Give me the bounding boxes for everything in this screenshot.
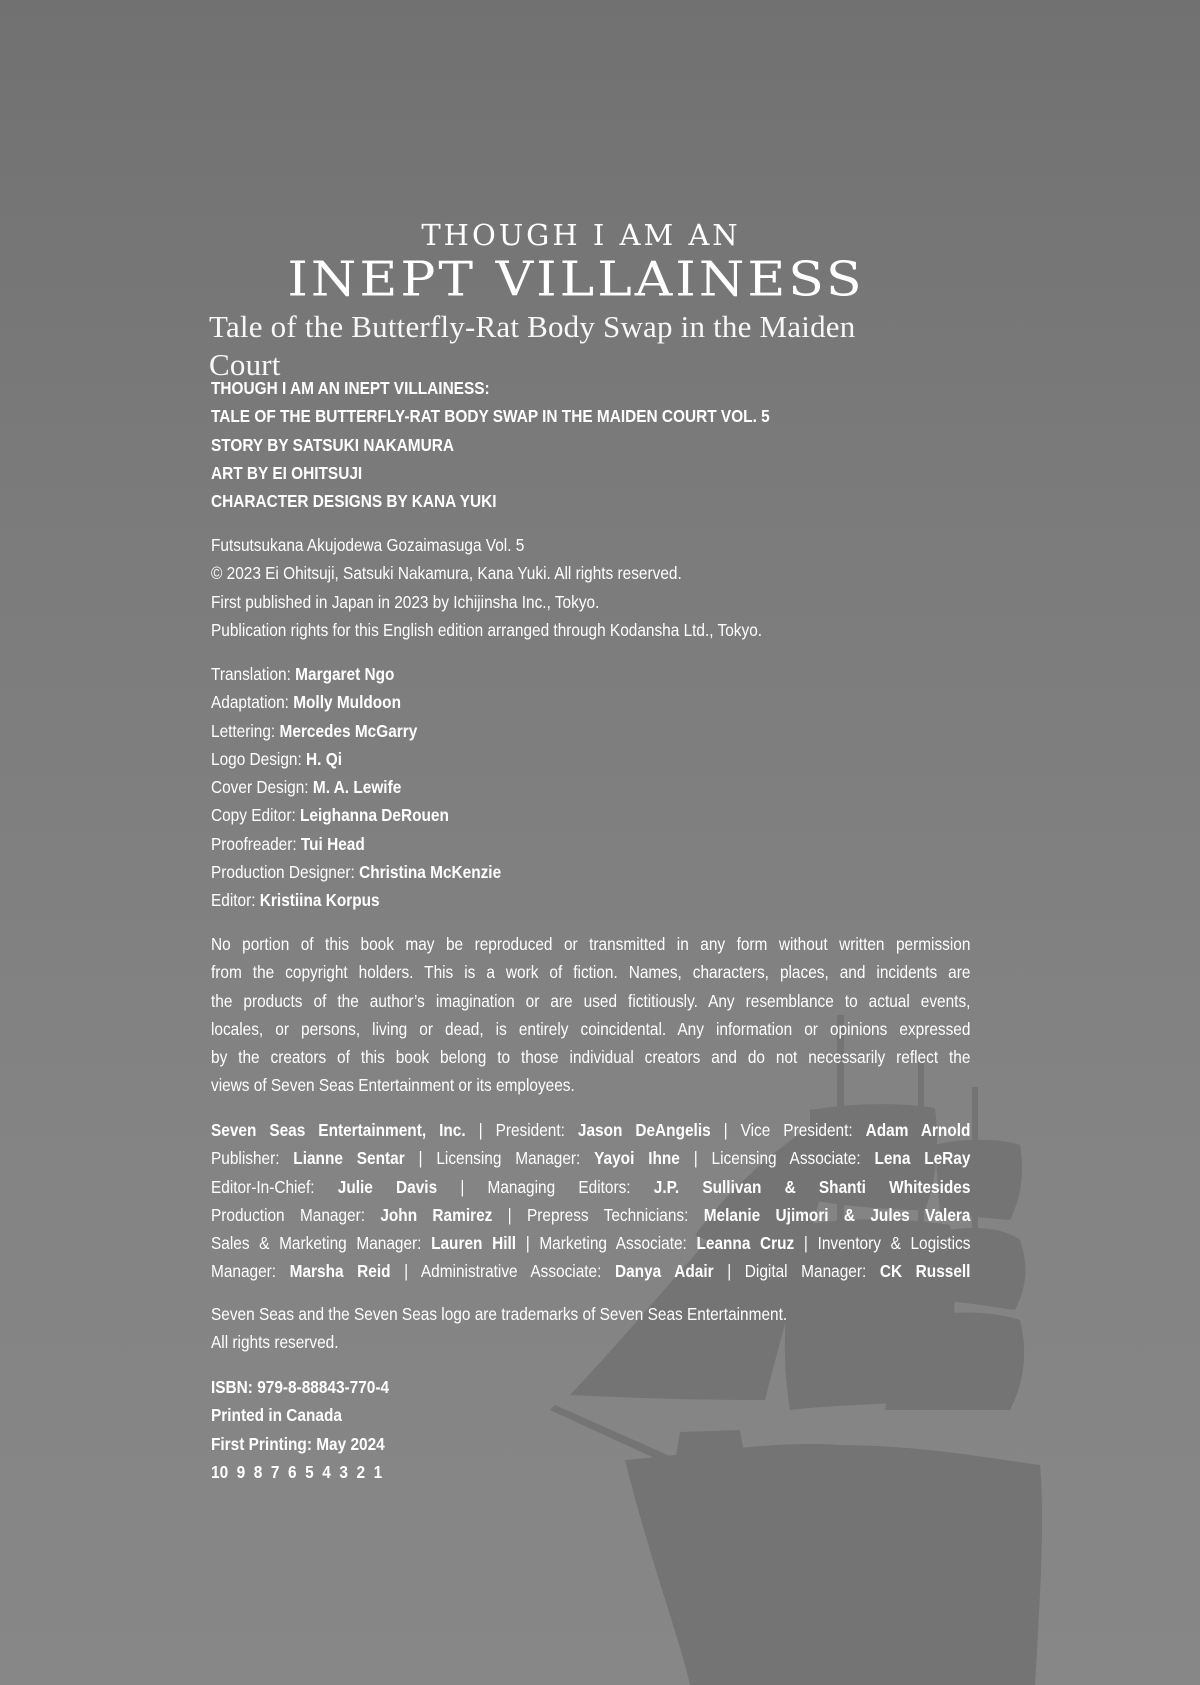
staff-name: Leanna Cruz: [696, 1233, 795, 1254]
company-name: Seven Seas Entertainment, Inc.: [211, 1120, 466, 1140]
publication-rights: Publication rights for this English edition arranged through Kodansha Ltd., Tokyo.: [211, 619, 763, 640]
staff-role: | Licensing Associate:: [679, 1148, 875, 1169]
credit-translation: [211, 660, 880, 688]
credit-role: Adaptation:: [211, 692, 294, 713]
title-block: [211, 374, 971, 515]
staff-role: | Managing Editors:: [437, 1176, 654, 1197]
staff-role: | Prepress Technicians:: [492, 1204, 704, 1225]
staff-line: [211, 1173, 970, 1201]
printed-in: Printed in Canada: [211, 1405, 342, 1426]
disclaimer-line: from the copyright holders. This is a work of fiction. Names, characters, places, and incidents are: [211, 962, 971, 983]
first-published: First published in Japan in 2023 by Ichijinsha Inc., Tokyo.: [211, 591, 600, 612]
credit-production-designer: [211, 858, 880, 886]
credit-name: M. A. Lewife: [312, 777, 402, 798]
trademark-line: All rights reserved.: [211, 1332, 339, 1353]
staff-line: [211, 1229, 970, 1257]
staff-name: J.P. Sullivan & Shanti Whitesides: [653, 1176, 971, 1197]
credit-name: H. Qi: [306, 748, 342, 769]
credit-name: Molly Muldoon: [293, 692, 401, 713]
disclaimer-line: the products of the author’s imagination or are used fictitiously. Any resemblance to actual events,: [211, 990, 971, 1011]
staff-name: Marsha Reid: [289, 1261, 391, 1282]
credit-name: Tui Head: [300, 833, 365, 854]
title-line: THOUGH I AM AN INEPT VILLAINESS:: [211, 378, 490, 398]
disclaimer-line: by the creators of this book belong to those individual creators and do not necessarily reflect the: [211, 1047, 971, 1068]
disclaimer-line: No portion of this book may be reproduced or transmitted in any form without written permission: [211, 934, 971, 954]
isbn: ISBN: 979-8-88843-770-4: [211, 1377, 390, 1397]
staff-role: | Licensing Manager:: [404, 1148, 595, 1169]
copyright-block: [211, 531, 971, 644]
credit-role: Translation:: [211, 664, 296, 684]
credits-list: [211, 660, 971, 915]
credit-role: Copy Editor:: [211, 805, 301, 826]
staff-name: Lauren Hill: [431, 1233, 517, 1254]
credit-role: Proofreader:: [211, 833, 301, 854]
credit-proofreader: [211, 830, 880, 858]
staff-role: | President:: [465, 1120, 578, 1140]
credit-name: Leighanna DeRouen: [300, 805, 449, 826]
staff-role: Publisher:: [211, 1148, 294, 1169]
disclaimer-line: locales, or persons, living or dead, is entirely coincidental. Any information or opinions expressed: [211, 1018, 971, 1039]
credit-logo-design: [211, 745, 880, 773]
staff-name: Julie Davis: [337, 1176, 438, 1197]
staff-role: | Inventory & Logistics: [794, 1233, 971, 1254]
credit-role: Editor:: [211, 890, 260, 911]
first-printing: First Printing: May 2024: [211, 1433, 385, 1454]
printing-info: [211, 1373, 971, 1486]
staff-line: [211, 1116, 970, 1144]
credit-name: Kristiina Korpus: [259, 890, 380, 911]
story-credit: STORY BY SATSUKI NAKAMURA: [211, 434, 455, 455]
staff-name: John Ramirez: [380, 1204, 493, 1225]
credit-cover-design: [211, 773, 880, 801]
credit-role: Production Designer:: [211, 862, 360, 883]
staff-role: Manager:: [211, 1261, 290, 1282]
art-credit: ART BY EI OHITSUJI: [211, 462, 363, 483]
staff-name: Melanie Ujimori & Jules Valera: [703, 1204, 971, 1225]
staff-role: | Vice President:: [710, 1120, 866, 1140]
credit-name: Christina McKenzie: [359, 862, 502, 883]
logo-line-2: INEPT VILLAINESS: [287, 252, 865, 308]
credit-lettering: [211, 717, 880, 745]
staff-role: | Marketing Associate:: [516, 1233, 697, 1254]
disclaimer-paragraph: [211, 930, 971, 1100]
staff-line: [211, 1201, 970, 1229]
staff-line: [211, 1144, 970, 1172]
credit-adaptation: [211, 688, 880, 716]
credit-role: Cover Design:: [211, 777, 313, 798]
staff-role: Production Manager:: [211, 1204, 381, 1225]
staff-name: Lena LeRay: [874, 1148, 971, 1169]
staff-name: Yayoi Ihne: [594, 1148, 680, 1169]
disclaimer-line: views of Seven Seas Entertainment or its employees.: [211, 1075, 575, 1096]
credit-name: Mercedes McGarry: [279, 720, 418, 741]
logo-line-1: THOUGH I AM AN: [421, 218, 741, 252]
logo-subtitle: Tale of the Butterfly-Rat Body Swap in the Maiden Court: [209, 309, 856, 382]
staff-line: [211, 1257, 970, 1285]
original-title: Futsutsukana Akujodewa Gozaimasuga Vol. 5: [211, 535, 525, 555]
staff-role: | Digital Manager:: [713, 1261, 880, 1282]
printing-number-line: 10 9 8 7 6 5 4 3 2 1: [211, 1461, 383, 1482]
staff-name: CK Russell: [879, 1261, 971, 1282]
credit-name: Margaret Ngo: [295, 664, 395, 684]
staff-name: Jason DeAngelis: [577, 1120, 711, 1140]
credit-role: Logo Design:: [211, 748, 307, 769]
character-design-credit: CHARACTER DESIGNS BY KANA YUKI: [211, 491, 497, 512]
series-logo: [211, 218, 931, 384]
credit-editor: [211, 886, 880, 914]
copyright-notice: © 2023 Ei Ohitsuji, Satsuki Nakamura, Kana Yuki. All rights reserved.: [211, 563, 682, 584]
staff-role: Editor-In-Chief:: [211, 1176, 338, 1197]
staff-name: Lianne Sentar: [293, 1148, 405, 1169]
trademark-notice: [211, 1300, 971, 1357]
credit-copy-editor: [211, 801, 880, 829]
staff-role: Sales & Marketing Manager:: [211, 1233, 432, 1254]
trademark-line: Seven Seas and the Seven Seas logo are trademarks of Seven Seas Entertainment.: [211, 1304, 788, 1324]
staff-name: Danya Adair: [614, 1261, 714, 1282]
staff-name: Adam Arnold: [865, 1120, 971, 1140]
credit-role: Lettering:: [211, 720, 280, 741]
title-line: TALE OF THE BUTTERFLY-RAT BODY SWAP IN THE MAIDEN COURT VOL. 5: [211, 406, 770, 427]
staff-paragraph: [211, 1116, 971, 1286]
staff-role: | Administrative Associate:: [390, 1261, 615, 1282]
